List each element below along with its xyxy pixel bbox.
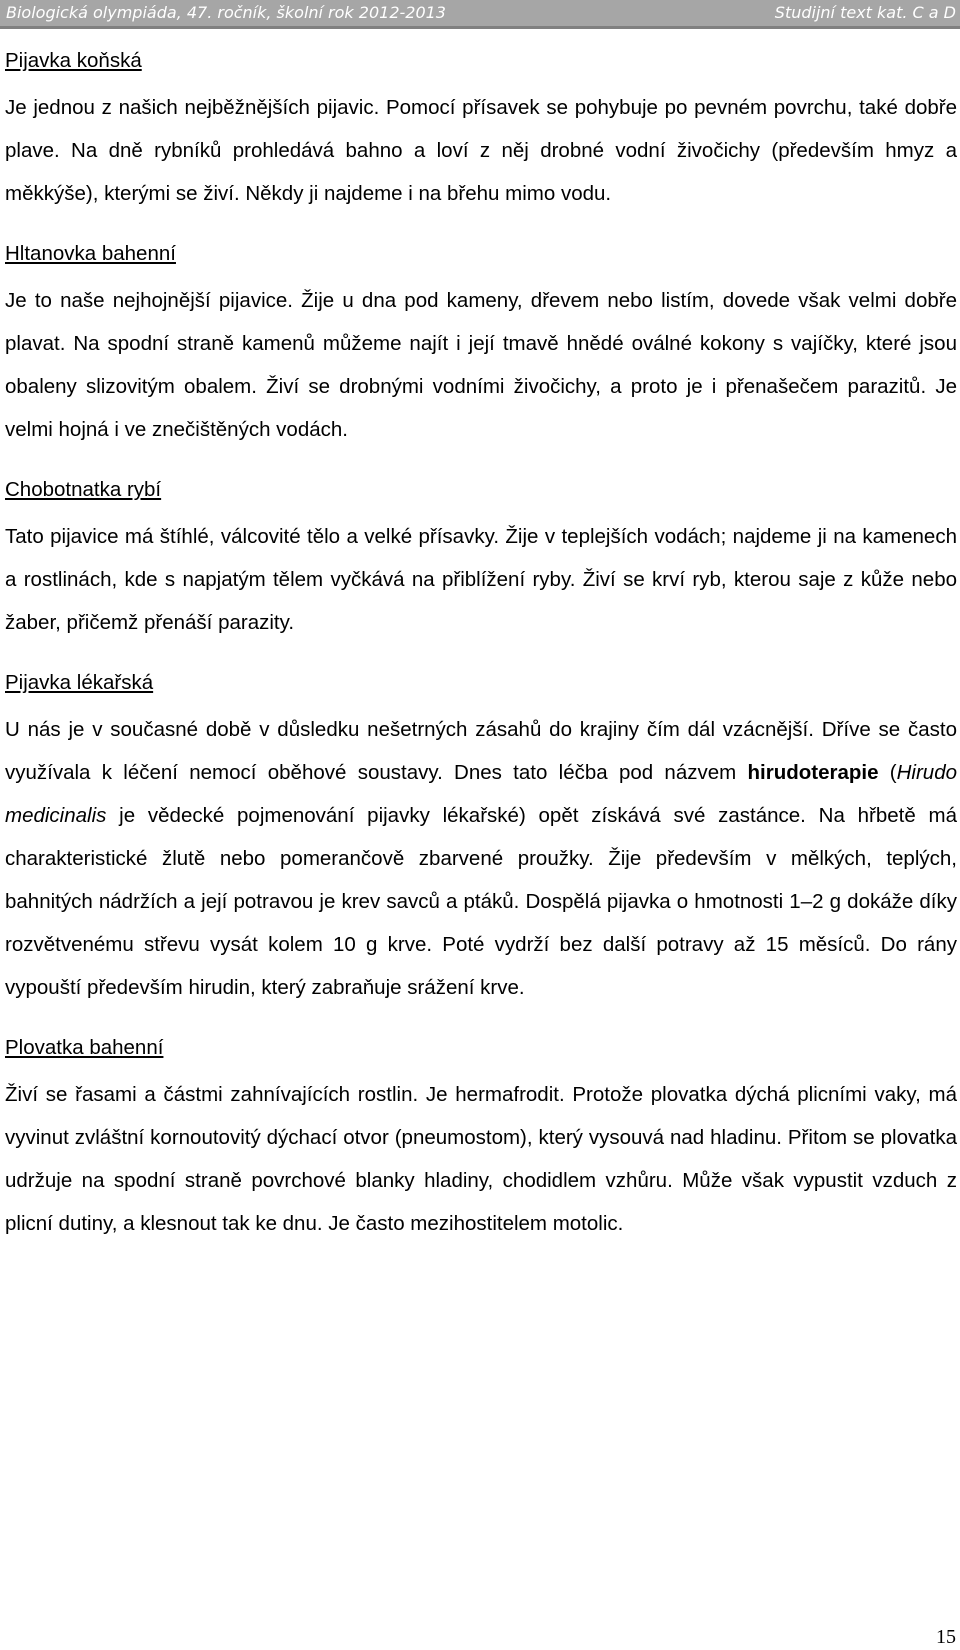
- section-title: Chobotnatka rybí: [5, 478, 162, 501]
- section-title: Plovatka bahenní: [5, 1036, 164, 1059]
- scientific-name: Hirudo medicinalis: [5, 761, 957, 827]
- section-hltanovka-bahenni: [5, 237, 957, 451]
- section-pijavka-konska: [5, 44, 957, 215]
- paragraph-text: je vědecké pojmenování pijavky lékařské) opět získává své zastánce. Na hřbetě má charakteristické žlutě nebo pomerančově zbarvené proužky. Žije především v mělkých, teplých, bahnitých nádržích a její potravou je krev savců a ptáků. Dospělá pijavka o hmotnosti 1–2 g dokáže díky rozvětvenému střevu vysát kolem 10 g krve. Poté vydrží bez další potravy až 15 měsíců. Do rány vypouští především hirudin, který zabraňuje srážení krve.: [5, 804, 957, 999]
- section-paragraph: [5, 708, 957, 1009]
- bold-term: hirudoterapie: [747, 761, 879, 784]
- paragraph-text: (: [878, 761, 897, 784]
- section-plovatka-bahenni: [5, 1031, 957, 1245]
- paragraph-text: U nás je v současné době v důsledku nešetrných zásahů do krajiny čím dál vzácnější. Dříve se často využívala k léčení nemocí oběhové soustavy. Dnes tato léčba pod názvem: [5, 718, 957, 784]
- page-number: 15: [936, 1626, 956, 1648]
- section-paragraph: Je jednou z našich nejběžnějších pijavic. Pomocí přísavek se pohybuje po pevném povrchu, také dobře plave. Na dně rybníků prohledává bahno a loví z něj drobné vodní živočichy (především hmyz a měkkýše), kterými se živí. Někdy ji najdeme i na břehu mimo vodu.: [5, 96, 957, 205]
- section-paragraph: Živí se řasami a částmi zahnívajících rostlin. Je hermafrodit. Protože plovatka dýchá plicními vaky, má vyvinut zvláštní kornoutovitý dýchací otvor (pneumostom), který vysouvá nad hladinu. Přitom se plovatka udržuje na spodní straně povrchové blanky hladiny, chodidlem vzhůru. Může však vypustit vzduch z plicní dutiny, a klesnout tak ke dnu. Je často mezihostitelem motolic.: [5, 1083, 957, 1235]
- header-left-text: Biologická olympiáda, 47. ročník, školní rok 2012-2013: [6, 3, 446, 22]
- section-chobotnatka-rybi: [5, 473, 957, 644]
- document-body: [5, 44, 957, 1267]
- section-paragraph: Tato pijavice má štíhlé, válcovité tělo a velké přísavky. Žije v teplejších vodách; najdeme ji na kamenech a rostlinách, kde s napjatým tělem vyčkává na přiblížení ryby. Živí se krví ryb, kterou saje z kůže nebo žaber, přičemž přenáší parazity.: [5, 525, 957, 634]
- section-title: Pijavka koňská: [5, 49, 142, 72]
- section-title: Hltanovka bahenní: [5, 242, 176, 265]
- section-paragraph: Je to naše nejhojnější pijavice. Žije u dna pod kameny, dřevem nebo listím, dovede však velmi dobře plavat. Na spodní straně kamenů můžeme najít i její tmavě hnědé oválné kokony s vajíčky, které jsou obaleny slizovitým obalem. Živí se drobnými vodními živočichy, a proto je i přenašečem parazitů. Je velmi hojná i ve znečištěných vodách.: [5, 289, 957, 441]
- header-right-text: Studijní text kat. C a D: [774, 3, 956, 22]
- section-title: Pijavka lékařská: [5, 671, 154, 694]
- section-pijavka-lekarska: [5, 666, 957, 1009]
- page-header: [0, 0, 960, 29]
